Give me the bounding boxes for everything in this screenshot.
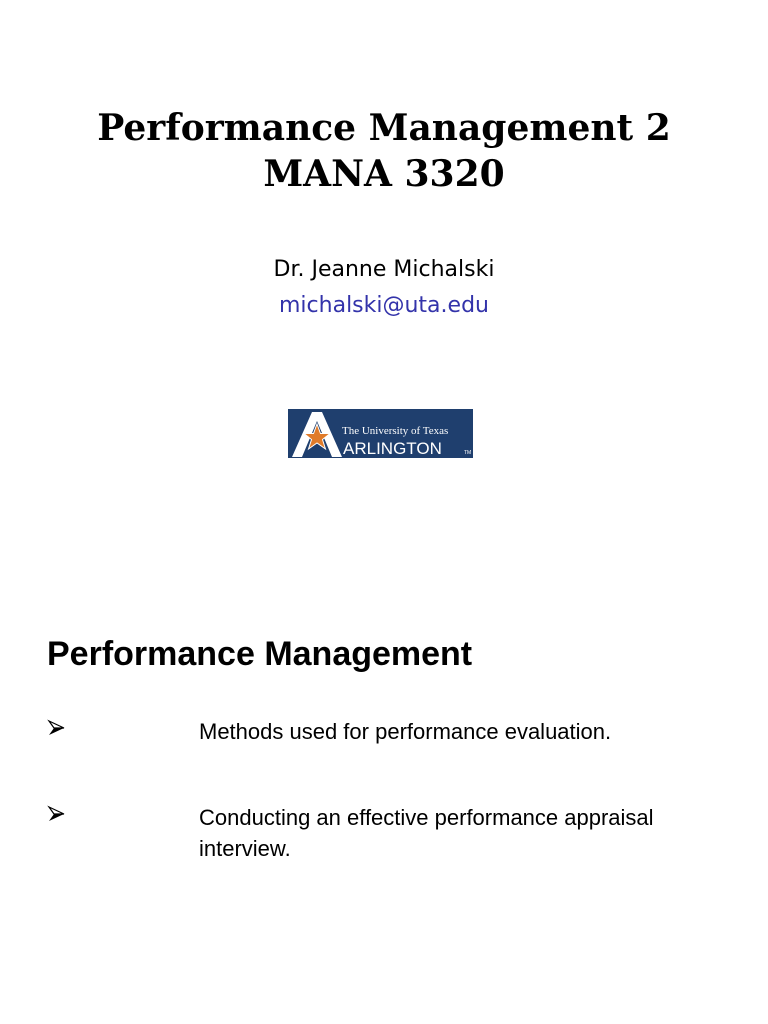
author-name: Dr. Jeanne Michalski [273, 257, 495, 282]
slide-title-line-2: MANA 3320 [263, 153, 505, 195]
logo-trademark: TM [464, 450, 472, 456]
content-slide [0, 512, 768, 1024]
logo-line-1: The University of Texas [342, 425, 449, 437]
arrow-bullet-icon [47, 802, 69, 826]
bullet-text: Methods used for performance evaluation. [199, 719, 612, 744]
bullet-text: Conducting an effective performance appraisal interview. [199, 805, 654, 861]
university-logo [288, 409, 473, 458]
slide-heading: Performance Management [47, 635, 473, 673]
arrow-bullet-icon [47, 716, 69, 740]
slide-title-line-1: Performance Management 2 [97, 107, 671, 149]
email-link[interactable]: michalski@uta.edu [279, 293, 489, 318]
slide-title [0, 105, 768, 197]
uta-logo-graphic [288, 409, 473, 458]
logo-line-2: ARLINGTON [343, 439, 442, 458]
